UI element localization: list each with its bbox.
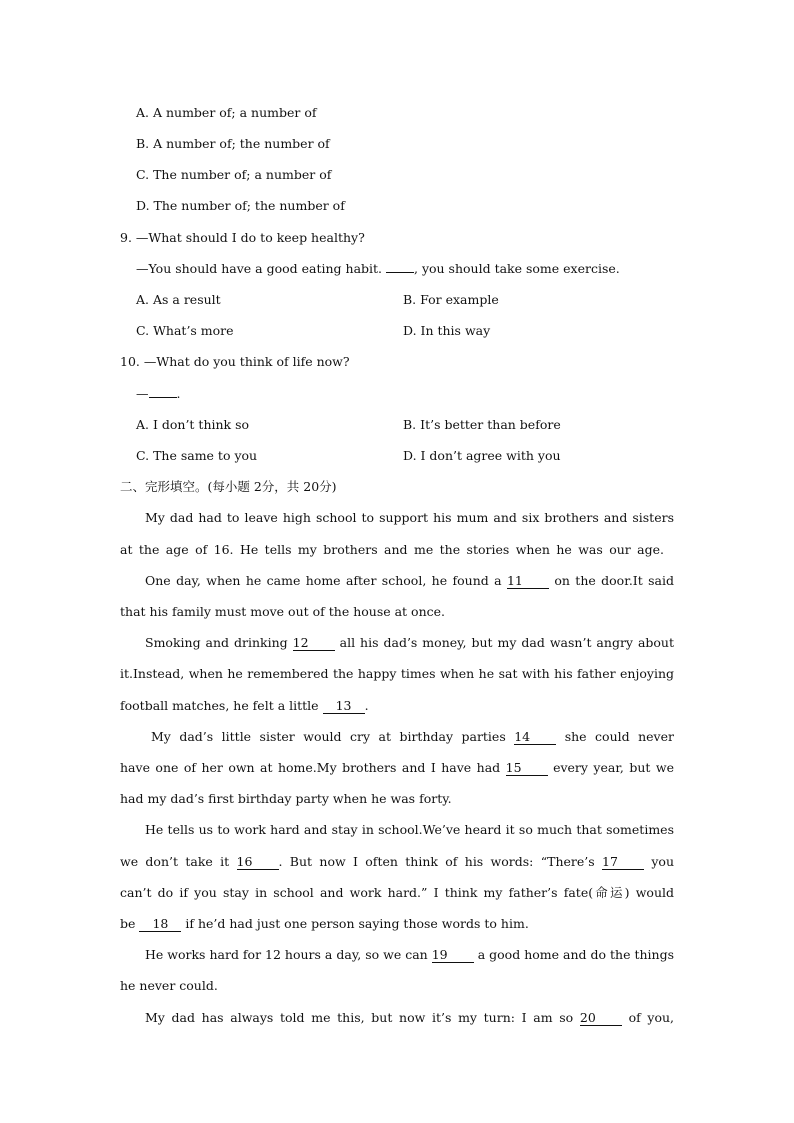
q9-answer-pre: —You should have a good eating habit. <box>136 261 383 276</box>
text-segment: He works hard for 12 hours a day, so we can <box>145 947 428 962</box>
passage-p5-line1: He tells us to work hard and stay in school.We’ve heard it so much that sometimes <box>145 822 674 837</box>
q10-question: 10. —What do you think of life now? <box>120 354 350 369</box>
blank-11[interactable]: 11 <box>507 574 549 589</box>
blank-12[interactable]: 12 <box>293 636 335 651</box>
passage-p5-line2 <box>120 854 674 870</box>
passage-p4-line2 <box>120 760 674 776</box>
q8-option-c: C. The number of; a number of <box>136 167 332 182</box>
section-heading: 二、完形填空。(每小题 2分，共 20分) <box>120 479 337 494</box>
text-segment: we don’t take it <box>120 854 230 869</box>
q10-answer-post: . <box>176 386 181 401</box>
text-segment: One day, when he came home after school, he found a <box>145 573 502 588</box>
text-segment: football matches, he felt a little <box>120 698 319 713</box>
blank-20[interactable]: 20 <box>580 1011 622 1026</box>
blank-17[interactable]: 17 <box>602 855 644 870</box>
q9-answer <box>136 261 620 277</box>
q9-option-b: B. For example <box>403 292 499 307</box>
q9-blank[interactable] <box>386 272 414 273</box>
text-segment: if he’d had just one person saying those words to him. <box>185 916 529 931</box>
q9-option-d: D. In this way <box>403 323 491 338</box>
passage-p1-line2: at the age of 16. He tells my brothers and me the stories when he was our age. <box>120 542 664 557</box>
q10-option-c: C. The same to you <box>136 448 258 463</box>
q8-option-b: B. A number of; the number of <box>136 136 330 151</box>
text-segment: . But now I often think of his words: “There’s <box>278 854 595 869</box>
blank-18[interactable]: 18 <box>139 917 181 932</box>
q9-answer-post: , you should take some exercise. <box>414 261 620 276</box>
text-segment: My dad’s little sister would cry at birthday parties <box>151 729 506 744</box>
passage-p3-line1 <box>145 635 674 651</box>
text-segment: all his dad’s money, but my dad wasn’t angry about <box>339 635 675 650</box>
blank-19[interactable]: 19 <box>432 948 474 963</box>
text-segment: every year, but we <box>553 760 674 775</box>
passage-p3-line3 <box>120 698 369 714</box>
q8-option-a: A. A number of; a number of <box>136 105 317 120</box>
passage-p5-line4 <box>120 916 529 932</box>
q9-option-c: C. What’s more <box>136 323 234 338</box>
text-segment: My dad has always told me this, but now it’s my turn: I am so <box>145 1010 574 1025</box>
q9-option-a: A. As a result <box>136 292 221 307</box>
q10-answer <box>136 386 180 402</box>
q9-question: 9. —What should I do to keep healthy? <box>120 230 365 245</box>
q10-answer-pre: — <box>136 386 149 401</box>
q10-option-b: B. It’s better than before <box>403 417 561 432</box>
text-segment: of you, <box>628 1010 674 1025</box>
text-segment: be <box>120 916 136 931</box>
passage-p2-line2: that his family must move out of the house at once. <box>120 604 445 619</box>
q10-blank[interactable] <box>149 397 177 398</box>
q10-option-d: D. I don’t agree with you <box>403 448 561 463</box>
passage-p3-line2: it.Instead, when he remembered the happy times when he sat with his father enjoying <box>120 666 674 681</box>
blank-13[interactable]: 13 <box>323 699 365 714</box>
passage-p7-line1 <box>145 1010 674 1026</box>
blank-15[interactable]: 15 <box>506 761 548 776</box>
text-segment: you <box>651 854 674 869</box>
passage-p5-line3: can’t do if you stay in school and work hard.” I think my father’s fate(命运) would <box>120 885 674 900</box>
text-segment: . <box>364 698 369 713</box>
passage-p2-line1 <box>145 573 674 589</box>
text-segment: Smoking and drinking <box>145 635 288 650</box>
passage-p4-line1 <box>151 729 674 745</box>
passage-p1-line1: My dad had to leave high school to support his mum and six brothers and sisters <box>145 510 674 525</box>
q10-option-a: A. I don’t think so <box>136 417 250 432</box>
passage-p6-line1 <box>145 947 674 963</box>
passage-p4-line3: had my dad’s first birthday party when he was forty. <box>120 791 452 806</box>
text-segment: have one of her own at home.My brothers and I have had <box>120 760 501 775</box>
blank-16[interactable]: 16 <box>237 855 279 870</box>
passage-p6-line2: he never could. <box>120 978 218 993</box>
text-segment: on the door.It said <box>554 573 674 588</box>
q8-option-d: D. The number of; the number of <box>136 198 345 213</box>
text-segment: a good home and do the things <box>477 947 675 962</box>
text-segment: she could never <box>564 729 674 744</box>
blank-14[interactable]: 14 <box>514 730 556 745</box>
